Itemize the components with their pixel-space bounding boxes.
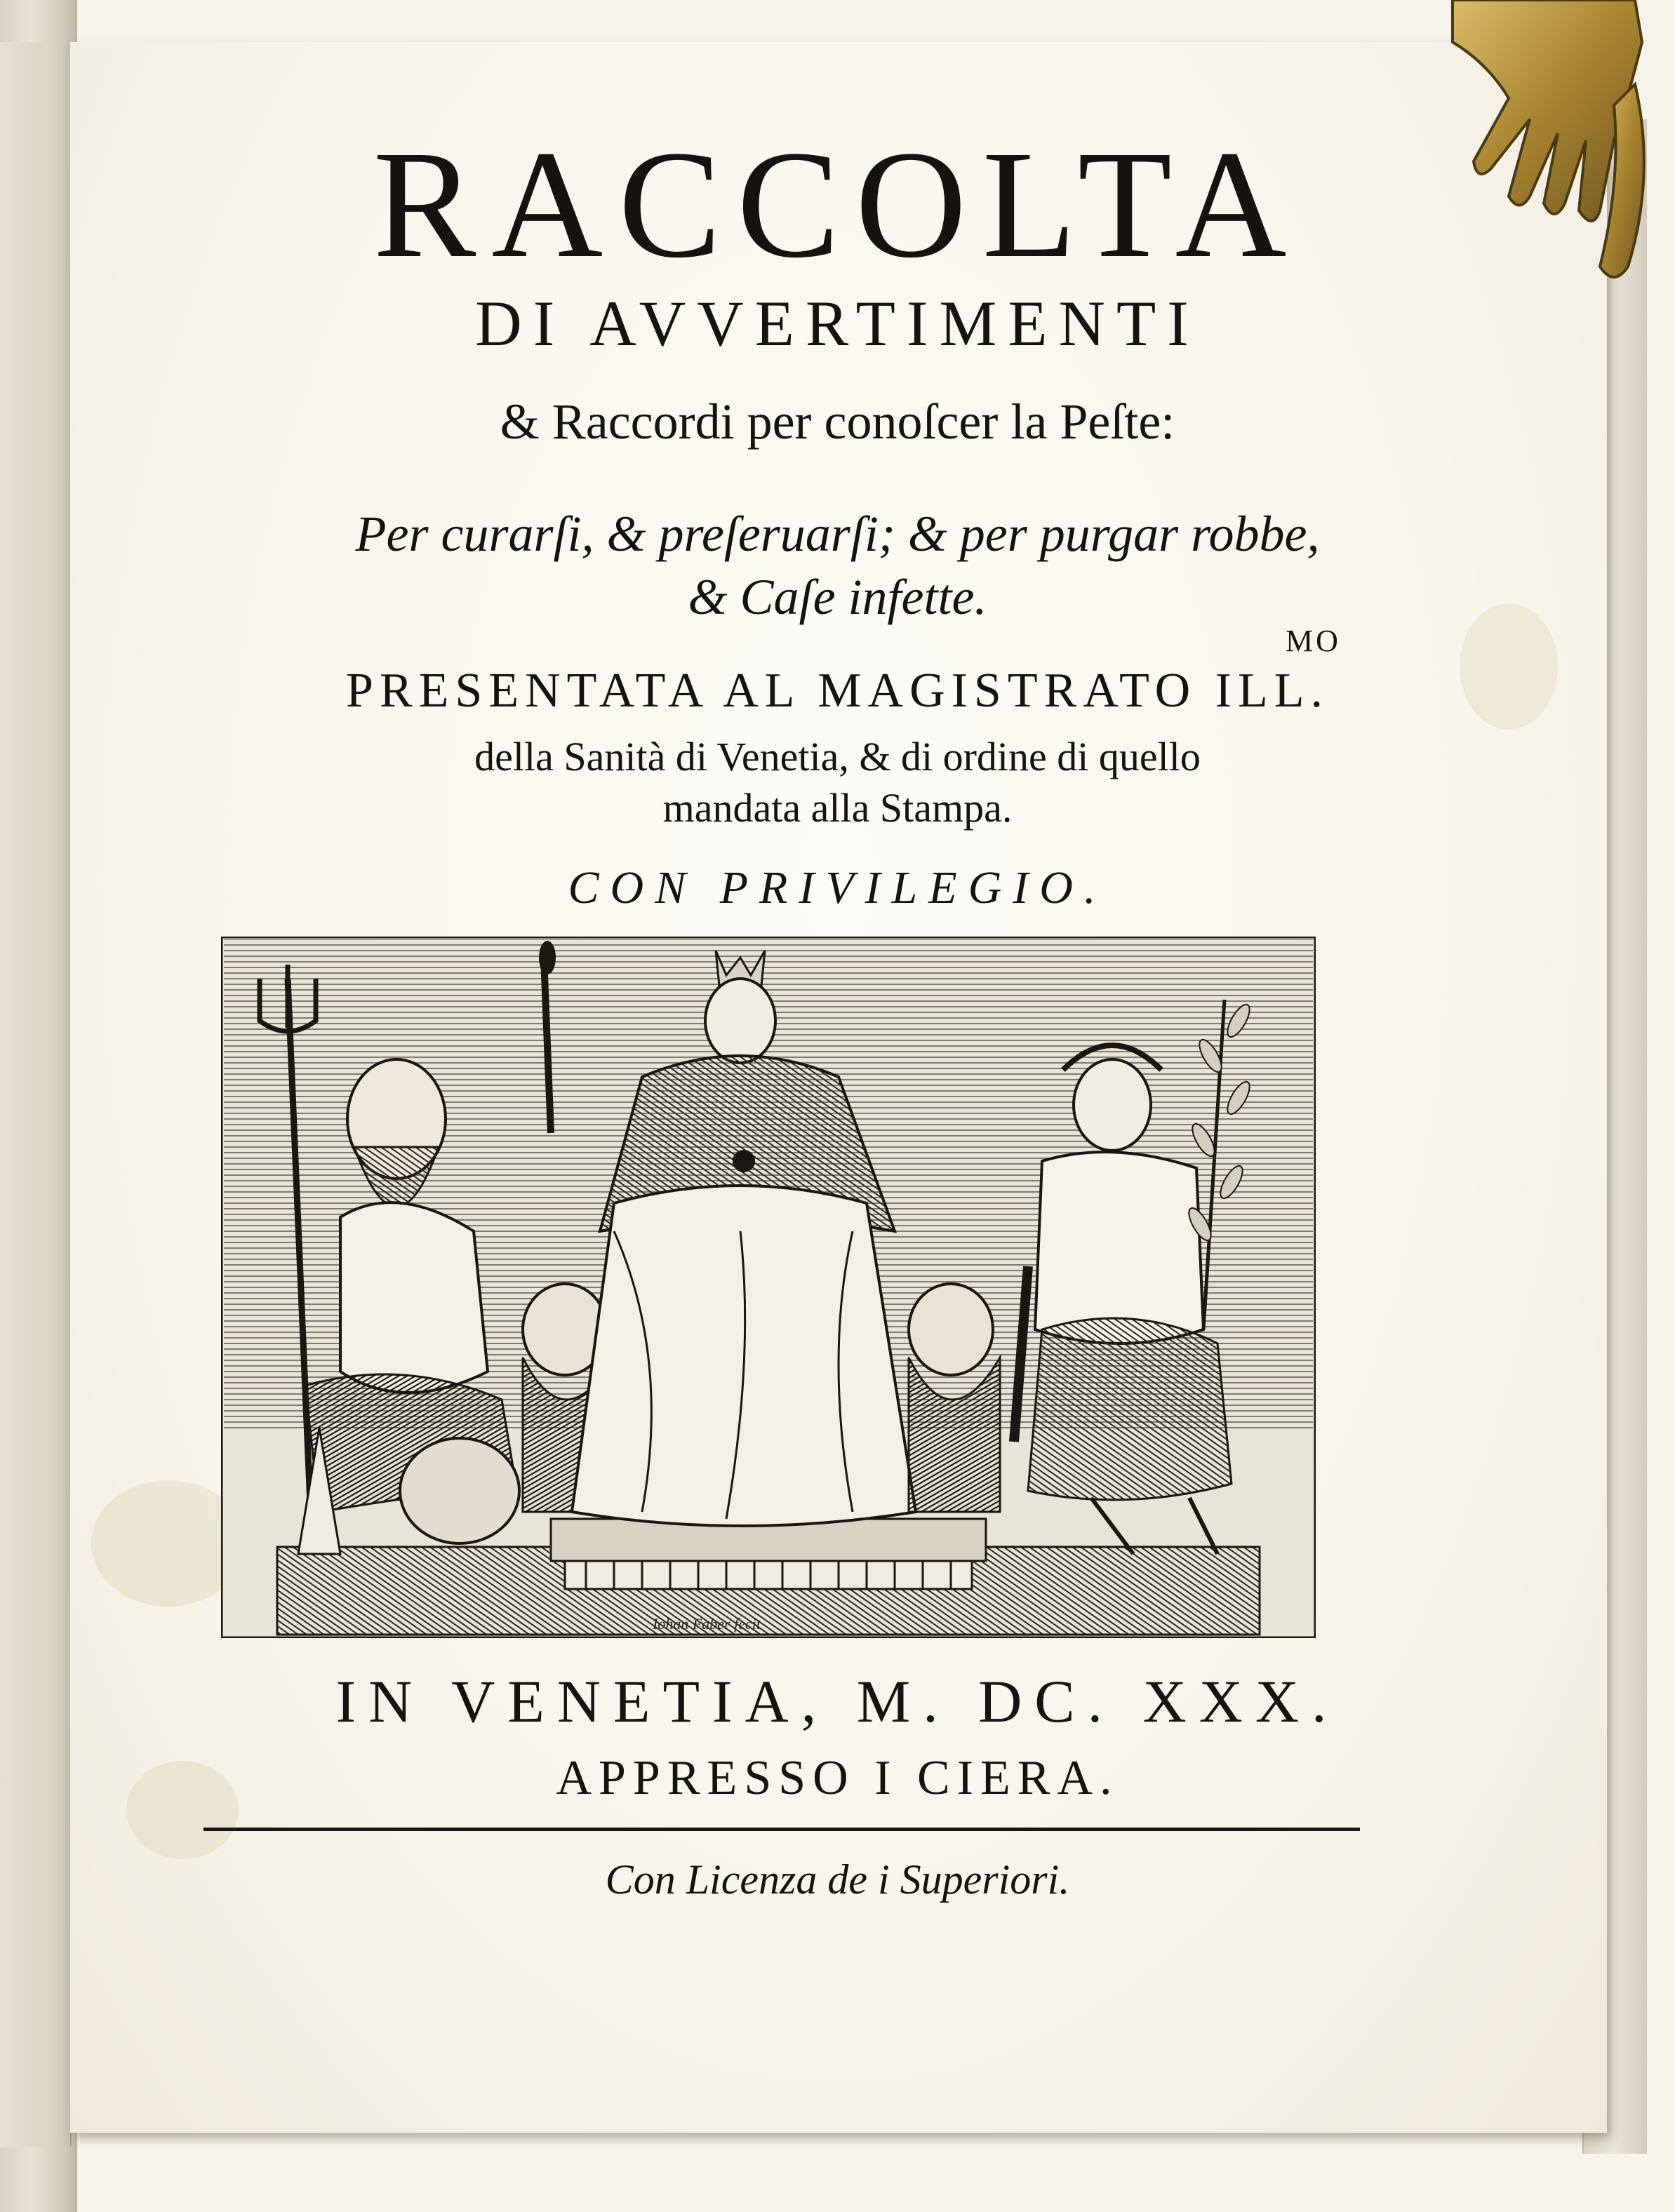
license-line: Con Licenza de i Superiori. xyxy=(605,1856,1070,1903)
superscript-mo: MO xyxy=(1286,624,1341,658)
lion-mask xyxy=(400,1438,519,1543)
presented-to-line: PRESENTATA AL MAGISTRATO ILL. xyxy=(346,664,1329,718)
privilege-line: CON PRIVILEGIO. xyxy=(568,862,1107,913)
allegorical-engraving xyxy=(221,937,1316,1638)
subtitle-line-4: & Caſe infette. xyxy=(688,569,987,625)
subtitle-line-1: DI AVVERTIMENTI xyxy=(475,288,1200,359)
brass-hand-clip-icon xyxy=(1424,0,1656,295)
subtitle-line-2: & Raccordi per conoſcer la Peſte: xyxy=(500,394,1175,450)
engraver-signature: Iohan Faber fecit xyxy=(653,1615,761,1633)
page-title: RACCOLTA xyxy=(373,119,1302,290)
imprint-place-date: IN VENETIA, M. DC. XXX. xyxy=(335,1668,1340,1735)
stampa-line: mandata alla Stampa. xyxy=(662,785,1013,831)
sanita-line: della Sanità di Venetia, & di ordine di quello xyxy=(474,734,1201,779)
horizontal-rule xyxy=(203,1828,1360,1831)
imprint-printer: APPRESSO I CIERA. xyxy=(556,1751,1119,1805)
subtitle-line-3: Per curarſi, & preſeruarſi; & per purgar robbe, xyxy=(355,506,1320,562)
